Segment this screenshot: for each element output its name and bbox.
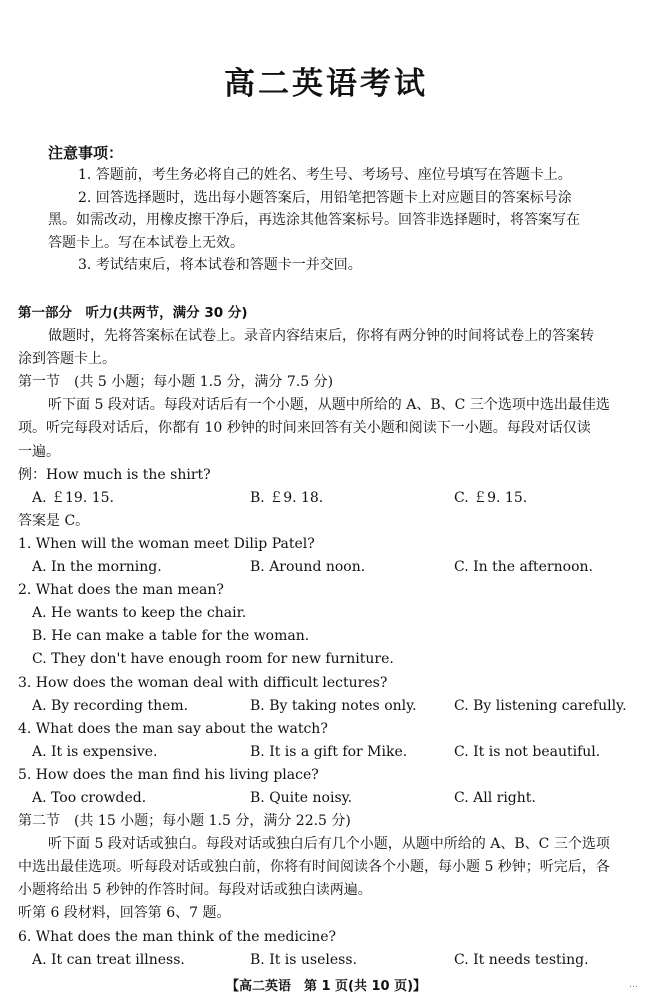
option-a: A. He wants to keep the chair. [32,605,247,622]
part-one-intro: 涂到答题卡上。 [18,351,116,368]
option-b: B. By taking notes only. [250,697,417,714]
option-a: A. By recording them. [32,697,189,714]
section-one-instruction: 一遍。 [18,443,60,460]
page-title: 高二英语考试 [224,66,428,102]
notes-line: 黑。如需改动，用橡皮擦干净后，再选涂其他答案标号。回答非选择题时，将答案写在 [48,212,580,228]
option-b: B. He can make a table for the woman. [32,628,310,645]
notes-line: 1. 答题前，考生务必将自己的姓名、考生号、考场号、座位号填写在答题卡上。 [78,167,572,183]
notes-line: 答题卡上。写在本试卷上无效。 [48,234,244,251]
notes-line: 3. 考试结束后，将本试卷和答题卡一并交回。 [78,257,362,273]
option-b: B. Quite noisy. [250,789,353,806]
option-c: C. They don't have enough room for new furniture. [32,651,394,668]
option-b: B. It is useless. [250,951,357,968]
option-a: A. Too crowded. [32,789,147,806]
option-b: B. It is a gift for Mike. [250,743,408,760]
section-two-instruction: 小题将给出 5 秒钟的作答时间。每段对话或独白读两遍。 [18,882,372,899]
option-c: C. In the afternoon. [454,559,593,576]
notes-line: 2. 回答选择题时，选出每小题答案后，用铅笔把答题卡上对应题目的答案标号涂 [78,189,572,206]
question-6: 6. What does the man think of the medicine? [18,928,337,945]
option-c: C. All right. [454,789,536,806]
material-6-label: 听第 6 段材料，回答第 6、7 题。 [18,905,231,922]
page-footer: 【高二英语 第 1 页(共 10 页)】 [225,979,427,994]
part-one [18,302,636,972]
section-one-instruction: 项。听完每段对话后，你都有 10 秒钟的时间来回答有关小题和阅读下一小题。每段对话仅读 [18,420,591,437]
section-one-heading: 第一节 (共 5 小题；每小题 1.5 分，满分 7.5 分) [18,374,334,391]
question-3-options [18,695,636,718]
question-1-options [18,556,636,579]
notes-block [48,164,608,277]
question-2: 2. What does the man mean? [18,582,224,599]
section-two-heading: 第二节 (共 15 小题；每小题 1.5 分，满分 22.5 分) [18,813,351,830]
option-c: C. It is not beautiful. [454,743,601,760]
option-c: C. ￡9. 15. [454,489,528,506]
question-4-options [18,741,636,764]
corner-mark: … [629,980,638,990]
section-two-instruction: 中选出最佳选项。听每段对话或独白前，你将有时间阅读各个小题，每小题 5 秒钟；听完后，各 [18,859,610,876]
part-one-intro: 做题时，先将答案标在试卷上。录音内容结束后，你将有两分钟的时间将试卷上的答案转 [48,328,594,345]
option-b: B. ￡9. 18. [250,489,324,506]
question-4: 4. What does the man say about the watch? [18,720,328,737]
option-c: C. By listening carefully. [454,697,627,714]
question-6-options [18,949,636,972]
example-question: 例：How much is the shirt? [18,466,211,483]
notes-heading: 注意事项： [48,144,124,162]
option-a: A. ￡19. 15. [32,489,114,506]
question-3: 3. How does the woman deal with difficult lectures? [18,674,388,691]
part-one-heading: 第一部分 听力(共两节，满分 30 分) [18,305,248,321]
example-answer: 答案是 C。 [18,512,90,529]
option-b: B. Around noon. [250,559,366,576]
option-a: A. It can treat illness. [32,951,185,968]
option-a: A. In the morning. [32,559,162,576]
example-options [18,487,636,510]
option-a: A. It is expensive. [32,743,158,760]
question-5: 5. How does the man find his living place? [18,766,319,783]
option-c: C. It needs testing. [454,951,589,968]
section-two-instruction: 听下面 5 段对话或独白。每段对话或独白后有几个小题，从题中所给的 A、B、C 三个选项 [48,836,610,853]
question-1: 1. When will the woman meet Dilip Patel? [18,535,315,552]
section-one-instruction: 听下面 5 段对话。每段对话后有一个小题，从题中所给的 A、B、C 三个选项中选出最佳选 [48,397,610,414]
question-5-options [18,787,636,810]
